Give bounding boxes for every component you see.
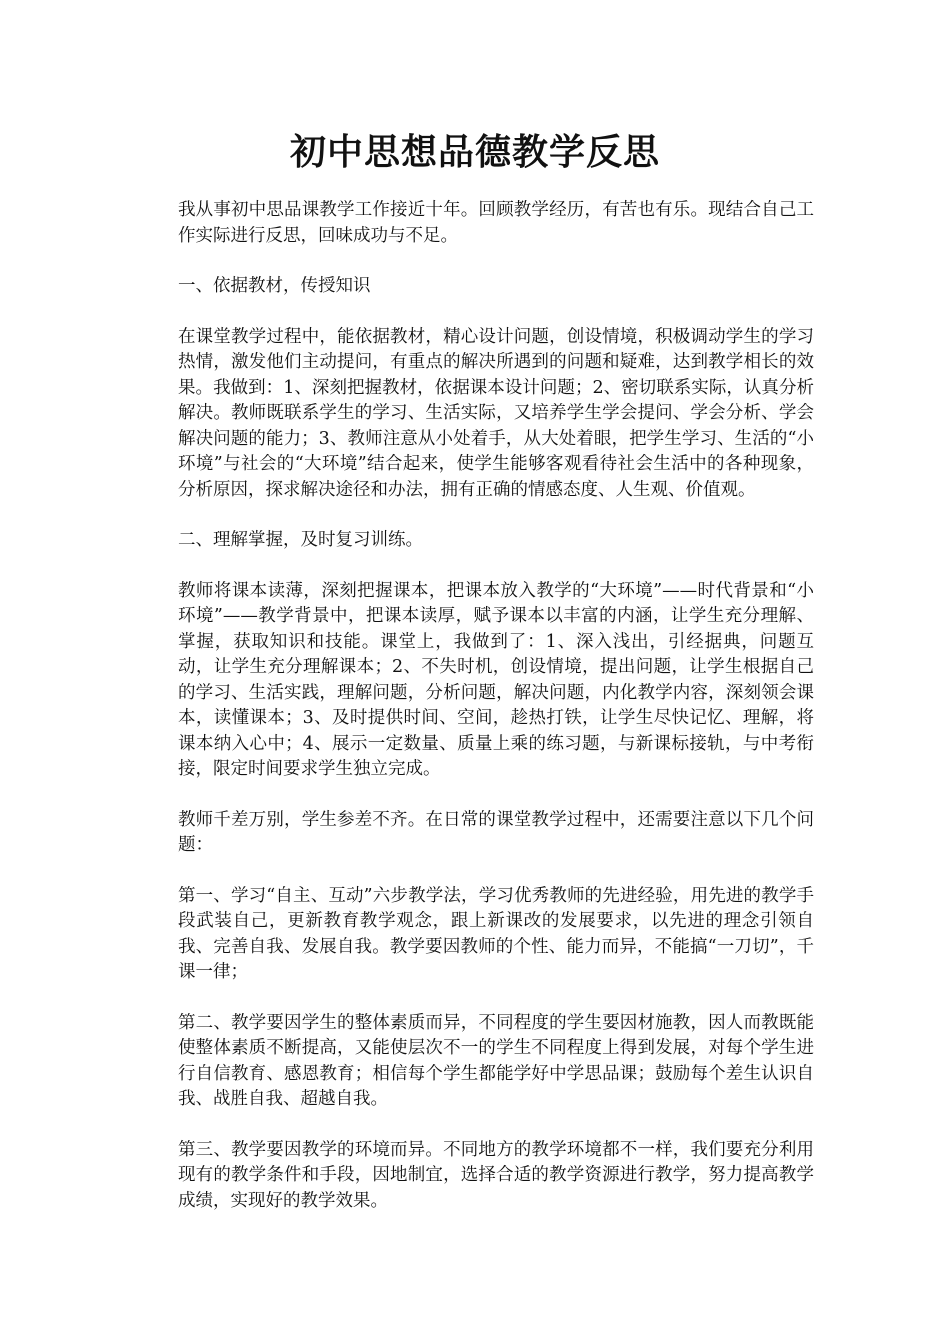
point-paragraph-1: 第一、学习“自主、互动”六步教学法，学习优秀教师的先进经验，用先进的教学手段武装自己，更新教育教学观念，跟上新课改的发展要求，以先进的理念引领自我、完善自我、发展自我。教学要因教师的个性、能力而异，不能搞“一刀切”，千课一律； (178, 885, 814, 982)
body-paragraph: 教师千差万别，学生参差不齐。在日常的课堂教学过程中，还需要注意以下几个问题： (178, 809, 814, 855)
document-body (178, 198, 814, 1239)
point-paragraph-3: 第三、教学要因教学的环境而异。不同地方的教学环境都不一样，我们要充分利用现有的教学条件和手段，因地制宜，选择合适的教学资源进行教学，努力提高教学成绩，实现好的教学效果。 (178, 1139, 814, 1211)
section-heading-1: 一、依据教材，传授知识 (178, 276, 371, 296)
body-paragraph: 在课堂教学过程中，能依据教材，精心设计问题，创设情境，积极调动学生的学习热情，激发他们主动提问，有重点的解决所遇到的问题和疑难，达到教学相长的效果。我做到：1、深刻把握教材，依据课本设计问题；2、密切联系实际，认真分析解决。教师既联系学生的学习、生活实际，又培养学生学会提问、学会分析、学会解决问题的能力；3、教师注意从小处着手，从大处着眼，把学生学习、生活的“小环境”与社会的“大环境”结合起来，使学生能够客观看待社会生活中的各种现象，分析原因，探求解决途径和办法，拥有正确的情感态度、人生观、价值观。 (178, 326, 814, 500)
point-paragraph-2: 第二、教学要因学生的整体素质而异，不同程度的学生要因材施教，因人而教既能使整体素质不断提高，又能使层次不一的学生不同程度上得到发展，对每个学生进行自信教育、感恩教育；相信每个学生都能学好中学思品课；鼓励每个差生认识自我、战胜自我、超越自我。 (178, 1012, 814, 1109)
section-heading-2: 二、理解掌握，及时复习训练。 (178, 530, 423, 550)
intro-paragraph: 我从事初中思品课教学工作接近十年。回顾教学经历，有苦也有乐。现结合自己工作实际进行反思，回味成功与不足。 (178, 200, 814, 246)
document-title: 初中思想品德教学反思 (289, 131, 660, 173)
body-paragraph: 教师将课本读薄，深刻把握课本，把课本放入教学的“大环境”——时代背景和“小环境”——教学背景中，把课本读厚，赋予课本以丰富的内涵，让学生充分理解、掌握，获取知识和技能。课堂上，我做到了：1、深入浅出，引经据典，问题互动，让学生充分理解课本；2、不失时机，创设情境，提出问题，让学生根据自己的学习、生活实践，理解问题，分析问题，解决问题，内化教学内容，深刻领会课本，读懂课本；3、及时提供时间、空间，趁热打铁，让学生尽快记忆、理解，将课本纳入心中；4、展示一定数量、质量上乘的练习题，与新课标接轨，与中考衔接，限定时间要求学生独立完成。 (178, 580, 814, 779)
